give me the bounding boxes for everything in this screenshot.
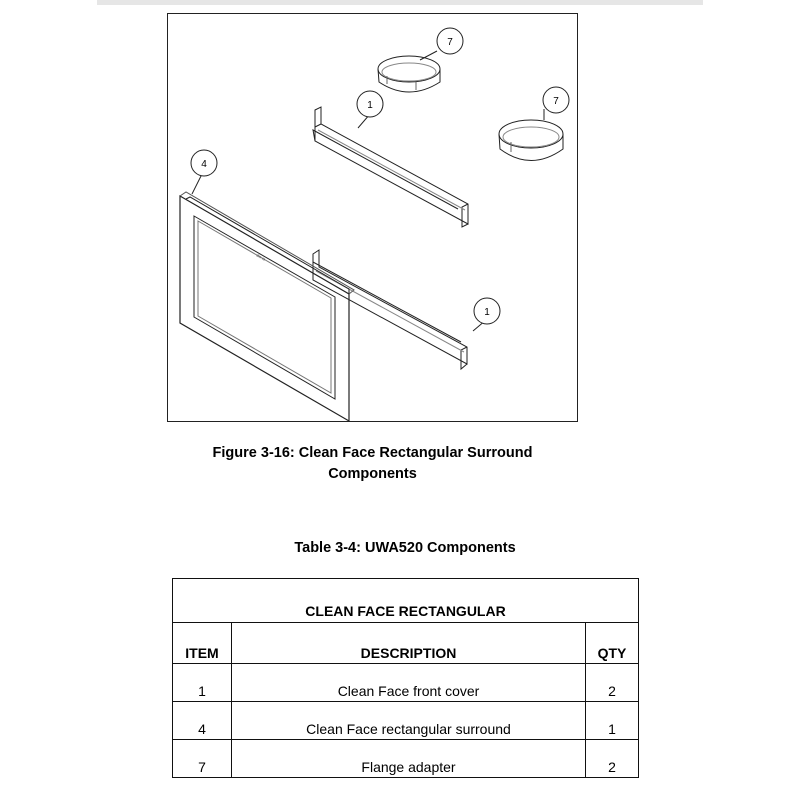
figure-caption-line-1: Figure 3-16: Clean Face Rectangular Surround [212, 445, 533, 461]
callout-7-top [437, 28, 463, 54]
callout-7-right [543, 87, 569, 113]
figure-caption [167, 443, 578, 485]
qty-cell: 2 [586, 740, 639, 778]
front-cover-lower-part [313, 250, 467, 369]
item-cell: 1 [173, 664, 232, 702]
svg-text:1: 1 [367, 100, 373, 111]
exploded-diagram [168, 14, 579, 423]
table-section-header: CLEAN FACE RECTANGULAR [173, 579, 639, 623]
nameplate-text: dis-ia [255, 252, 267, 262]
front-cover-upper-part [313, 107, 468, 227]
table-row [173, 664, 639, 702]
svg-text:1: 1 [484, 307, 490, 318]
svg-text:7: 7 [553, 96, 559, 107]
column-header-description: DESCRIPTION [232, 623, 586, 664]
qty-cell: 1 [586, 702, 639, 740]
description-cell: Flange adapter [232, 740, 586, 778]
item-cell: 7 [173, 740, 232, 778]
column-header-item: ITEM [173, 623, 232, 664]
qty-cell: 2 [586, 664, 639, 702]
description-cell: Clean Face front cover [232, 664, 586, 702]
callout-4 [191, 150, 217, 176]
item-cell: 4 [173, 702, 232, 740]
components-figure [167, 13, 578, 422]
callout-1-bottom [474, 298, 500, 324]
description-cell: Clean Face rectangular surround [232, 702, 586, 740]
flange-adapter-top-part [378, 56, 440, 92]
rectangular-surround-part [180, 192, 354, 421]
page-top-edge [97, 0, 703, 5]
table-title: Table 3-4: UWA520 Components [294, 540, 516, 556]
components-table [172, 578, 639, 778]
callout-1-top [357, 91, 383, 117]
table-row [173, 740, 639, 778]
flange-adapter-right-part [499, 120, 563, 161]
svg-text:7: 7 [447, 37, 453, 48]
svg-text:4: 4 [201, 159, 207, 170]
column-header-qty: QTY [586, 623, 639, 664]
table-row [173, 702, 639, 740]
figure-caption-line-2: Components [328, 466, 417, 482]
